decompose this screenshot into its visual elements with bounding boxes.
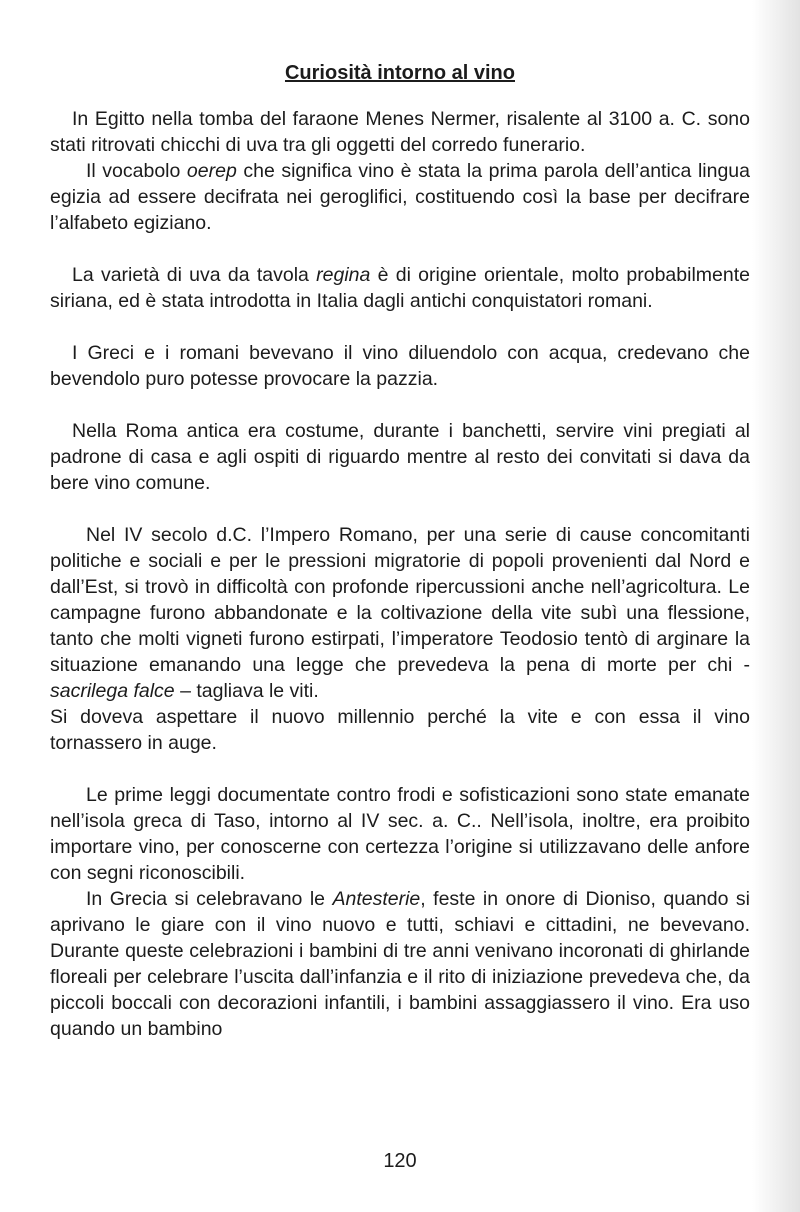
page-number: 120 [383, 1150, 417, 1172]
page-body [50, 60, 750, 1042]
paragraph-greeks-romans: I Greci e i romani bevevano il vino diluendolo con acqua, credevano che bevendolo puro potesse provocare la pazzia. [50, 342, 750, 390]
word-oerep: oerep [186, 160, 237, 182]
word-regina: regina [316, 264, 371, 286]
paragraph-regina-text-end: è di origine orientale, molto probabilmente siriana, ed è stata introdotta in Italia dagli antichi conquistatori romani. [50, 264, 750, 312]
paragraph-ancient-rome: Nella Roma antica era costume, durante i banchetti, servire vini pregiati al padrone di casa e agli ospiti di riguardo mentre al resto dei convitati si dava da bere vino comune. [50, 420, 750, 494]
paragraph-oerep-text-end: che significa vino è stata la prima parola dell’antica lingua egizia ad essere decifrata nei geroglifici, costituendo così la base per decifrare l’alfabeto egiziano. [50, 160, 750, 234]
paragraph-empire-text-start: Nel IV secolo d.C. l’Impero Romano, per una serie di cause concomitanti politiche e sociali e per le pressioni migratorie di popoli provenienti dal Nord e dall’Est, si trovò in difficoltà con profonde ripercussioni anche nell’agricoltura. Le campagne furono abbandonate e la coltivazione della vite subì una flessione, tanto che molti vigneti furono estirpati, l’imperatore Teodosio tentò di arginare la situazione emanando una legge che prevedeva la pena di morte per chi - [50, 524, 750, 676]
paragraph-roman-empire [50, 522, 750, 704]
paragraph-oerep-text-start: Il vocabolo [86, 160, 187, 182]
paragraph-oerep [50, 158, 750, 236]
paragraph-antesterie-text-start: In Grecia si celebravano le [86, 888, 333, 910]
paragraph-regina-text-start: La varietà di uva da tavola [72, 264, 317, 286]
word-antesterie: Antesterie [332, 888, 421, 910]
paragraph-egypt-tomb: In Egitto nella tomba del faraone Menes Nermer, risalente al 3100 a. C. sono stati ritrovati chicchi di uva tra gli oggetti del corredo funerario. [50, 108, 750, 156]
phrase-sacrilega-falce: sacrilega falce [50, 680, 175, 702]
paragraph-antesterie [50, 886, 750, 1042]
paragraph-antesterie-text-end: , feste in onore di Dioniso, quando si aprivano le giare con il vino nuovo e tutti, schiavi e cittadini, ne bevevano. Durante queste celebrazioni i bambini di tre anni venivano incoronati di ghirlande floreali per celebrare l’uscita dall’infanzia e il rito di iniziazione prevedeva che, da piccoli boccali con decorazioni infantili, i bambini assaggiassero il vino. Era uso quando un bambino [50, 888, 750, 1040]
paragraph-empire-text-end: – tagliava le viti. [174, 680, 319, 702]
paragraph-taso-laws: Le prime leggi documentate contro frodi e sofisticazioni sono state emanate nell’isola greca di Taso, intorno al IV sec. a. C.. Nell’isola, inoltre, era proibito importare vino, per conoscerne con certezza l’origine si utilizzavano delle anfore con segni riconoscibili. [50, 784, 750, 884]
page-title: Curiosità intorno al vino [284, 62, 515, 84]
paragraph-regina-grape [50, 262, 750, 314]
paragraph-new-millennium: Si doveva aspettare il nuovo millennio perché la vite e con essa il vino tornassero in auge. [50, 706, 750, 754]
